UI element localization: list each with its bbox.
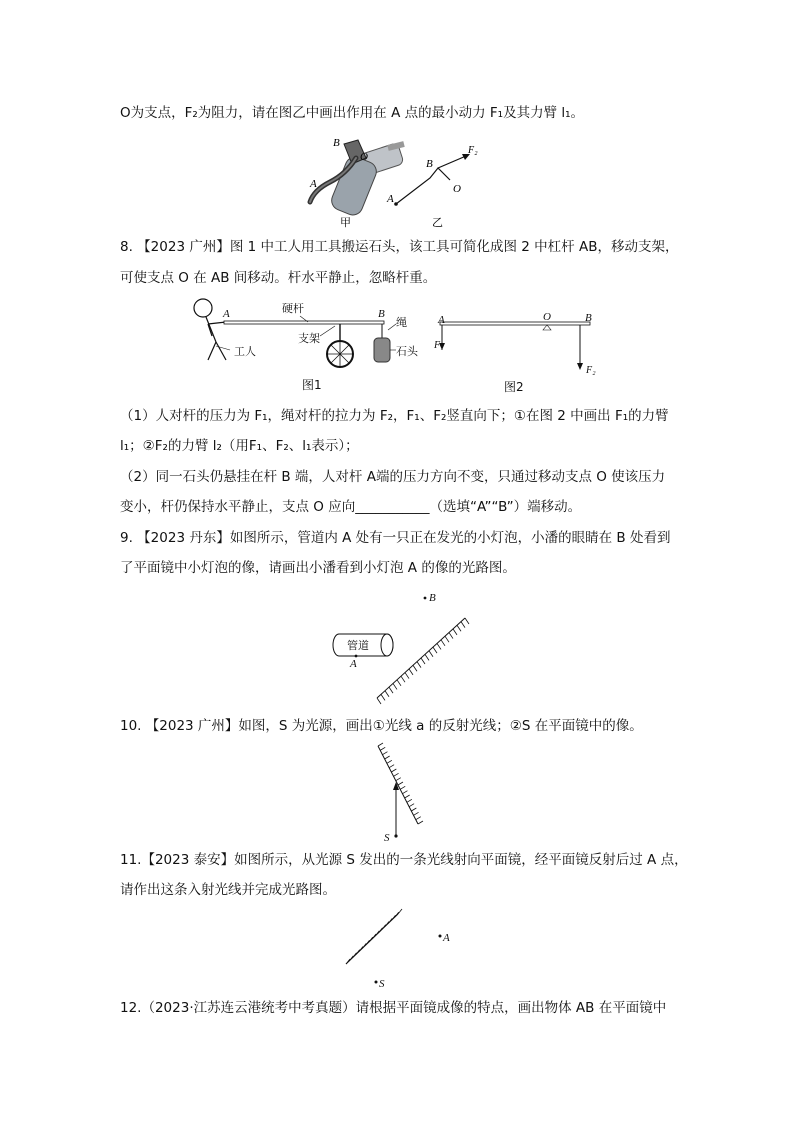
mirror-hatch-mark: [394, 773, 399, 776]
mirror-hatch-mark: [385, 922, 389, 927]
mirror-hatch-mark: [445, 636, 449, 642]
mirror-hatch-mark: [356, 950, 360, 955]
plane-mirror: [346, 909, 402, 964]
mirror-hatch-mark: [421, 658, 425, 664]
mirror-hatch-mark: [382, 925, 386, 930]
q9-label-pipe: 管道: [347, 639, 369, 652]
q11-label-A: A: [443, 932, 450, 944]
q8-fig2-label-O: O: [543, 311, 551, 323]
mirror-hatch-mark: [433, 647, 437, 653]
q10-figure-svg: [370, 742, 440, 852]
wheel: [327, 341, 353, 367]
q11-label-S: S: [379, 978, 385, 990]
q8-fig2-caption: 图2: [504, 380, 524, 394]
mirror-hatch-mark: [409, 804, 414, 807]
q8-text-line2: 可使支点 O 在 AB 间移动。杆水平静止，忽略杆重。: [120, 270, 437, 286]
q9-label-A: A: [350, 658, 357, 670]
mirror-hatch-mark: [453, 629, 457, 635]
lever-AB: [440, 322, 590, 325]
mirror-hatch-mark: [413, 665, 417, 671]
point-S: [394, 834, 397, 837]
q8-fig1-caption: 图1: [302, 378, 322, 392]
mirror-hatch-mark: [407, 799, 412, 802]
point-B: [424, 597, 427, 600]
q8-fig1-label-B: B: [378, 308, 385, 320]
mirror-hatch-mark: [381, 694, 385, 700]
q8-fig2-label-F1: F₁: [434, 340, 444, 351]
q7-label-O-right: O: [453, 183, 461, 195]
brake-lever-illustration: [310, 140, 404, 218]
q9-text-line1: 9. 【2023 丹东】如图所示，管道内 A 处有一只正在发光的小灯泡，小潘的眼睛在 B 处看到: [120, 530, 671, 546]
mirror-hatch-mark: [392, 915, 396, 920]
mirror-hatch-mark: [377, 698, 381, 704]
q9-label-B: B: [429, 592, 436, 604]
mirror-hatch-mark: [359, 947, 363, 952]
q8-figure2: [430, 310, 610, 396]
q7-label-A-right: A: [387, 193, 394, 205]
mirror-hatch-mark: [398, 909, 402, 914]
mirror-hatch-mark: [416, 817, 421, 820]
q8-fig1-label-stone: 石头: [396, 345, 418, 358]
q8-fig1-label-A: A: [223, 308, 230, 320]
plane-mirror: [377, 618, 469, 704]
q7-figure-svg: [300, 130, 500, 230]
mirror-hatch-mark: [362, 943, 366, 948]
q10-label-S: S: [384, 832, 390, 844]
q8-fig2-label-B: B: [585, 312, 592, 324]
mirror-hatch-mark: [405, 673, 409, 679]
mirror-hatch-mark: [372, 934, 376, 939]
q9-figure: [325, 590, 475, 700]
mirror-hatch-mark: [385, 691, 389, 697]
mirror-hatch-mark: [409, 669, 413, 675]
mirror-hatch-mark: [398, 782, 403, 785]
mirror-hatch-mark: [391, 769, 396, 772]
mirror-hatch-mark: [385, 756, 390, 759]
q8-fig1-label-rope: 绳: [396, 316, 407, 329]
mirror-hatch-mark: [397, 680, 401, 686]
fulcrum: [543, 325, 551, 330]
q8-part1-line2: l₁；②F₂的力臂 l₂（用F₁、F₂、l₁表示）；: [120, 438, 359, 454]
mirror-hatch-mark: [379, 928, 383, 933]
q8-part1-line1: （1）人对杆的压力为 F₁，绳对杆的拉力为 F₂，F₁、F₂竖直向下；①在图 2 中画出 F₁的力臂: [120, 408, 669, 424]
q7-figure: [300, 130, 500, 230]
q8-fig2-label-F2: F₂: [586, 365, 596, 376]
mirror-hatch-mark: [411, 808, 416, 811]
mirror-hatch-mark: [418, 821, 423, 824]
q7-label-B-right: B: [426, 158, 433, 170]
mirror-hatch-mark: [382, 752, 387, 755]
mirror-hatch-mark: [387, 760, 392, 763]
mirror-hatch-mark: [380, 747, 385, 750]
q7-label-O-left: O: [360, 151, 368, 163]
mirror-hatch-mark: [366, 940, 370, 945]
rod: [224, 321, 384, 324]
q7-label-B-left: B: [333, 137, 340, 149]
stone: [374, 338, 390, 362]
mirror-hatch-mark: [388, 918, 392, 923]
q8-fig2-label-A: A: [438, 314, 445, 326]
mirror-hatch-mark: [449, 633, 453, 639]
mirror-hatch-mark: [400, 786, 405, 789]
q10-text-line1: 10. 【2023 广州】如图，S 为光源，画出①光线 a 的反射光线；②S 在平面镜中的像。: [120, 718, 643, 734]
mirror-hatch-mark: [378, 743, 383, 746]
point-A: [355, 655, 358, 658]
q8-part2-line2: 变小，杆仍保持水平静止，支点 O 应向___________（选填“A”“B”）端移动。: [120, 499, 582, 515]
q7-caption-jia: 甲: [340, 217, 351, 229]
q11-figure: [340, 906, 470, 992]
q8-fig1-label-worker: 工人: [234, 345, 256, 358]
mirror-hatch-mark: [401, 676, 405, 682]
q8-part2-line1: （2）同一石头仍悬挂在杆 B 端，人对杆 A端的压力方向不变，只通过移动支点 O 使该压力: [120, 469, 666, 485]
mirror-hatch-mark: [441, 640, 445, 646]
q8-fig1-label-rod: 硬杆: [282, 302, 304, 315]
q9-text-line2: 了平面镜中小灯泡的像，请画出小潘看到小灯泡 A 的像的光路图。: [120, 560, 516, 576]
mirror-hatch-mark: [395, 912, 399, 917]
q7-text-line1: O为支点，F₂为阻力，请在图乙中画出作用在 A 点的最小动力 F₁及其力臂 l₁。: [120, 105, 585, 121]
point-A: [439, 935, 442, 938]
mirror-hatch-mark: [369, 937, 373, 942]
mirror-hatch-mark: [405, 795, 410, 798]
mirror-hatch-mark: [353, 953, 357, 958]
mirror-hatch-mark: [465, 618, 469, 624]
mirror-hatch-mark: [389, 765, 394, 768]
q11-text-line1: 11.【2023 泰安】如图所示，从光源 S 发出的一条光线射向平面镜，经平面镜反射后过 A 点，: [120, 852, 688, 868]
q7-label-A-left: A: [310, 178, 317, 190]
worker-figure: [194, 299, 226, 360]
mirror-hatch-mark: [375, 931, 379, 936]
mirror-hatch-mark: [349, 956, 353, 961]
q11-text-line2: 请作出这条入射光线并完成光路图。: [120, 882, 336, 898]
plane-mirror: [378, 743, 423, 824]
mirror-hatch-mark: [417, 662, 421, 668]
mirror-hatch-mark: [393, 683, 397, 689]
mirror-hatch-mark: [389, 687, 393, 693]
mirror-hatch-mark: [425, 654, 429, 660]
mirror-hatch-mark: [437, 643, 441, 649]
q8-text-line1: 8. 【2023 广州】图 1 中工人用工具搬运石头，该工具可简化成图 2 中杠杆 AB，移动支架，: [120, 239, 679, 255]
point-S: [375, 981, 378, 984]
q11-figure-svg: [340, 906, 470, 992]
q7-label-F2: F₂: [468, 145, 478, 156]
q8-figure1: [190, 296, 420, 396]
mirror-hatch-mark: [402, 791, 407, 794]
q10-figure: [370, 742, 440, 852]
mirror-hatch-mark: [457, 625, 461, 631]
mirror-hatch-mark: [414, 812, 419, 815]
q8-fig1-label-stand: 支架: [298, 332, 320, 345]
mirror-hatch-mark: [396, 778, 401, 781]
mirror-hatch-mark: [461, 622, 465, 628]
mirror-hatch-mark: [346, 959, 350, 964]
q7-caption-yi: 乙: [432, 217, 443, 229]
q12-text-line1: 12.（2023·江苏连云港统考中考真题）请根据平面镜成像的特点，画出物体 AB 在平面镜中: [120, 1000, 667, 1016]
mirror-hatch-mark: [429, 651, 433, 657]
